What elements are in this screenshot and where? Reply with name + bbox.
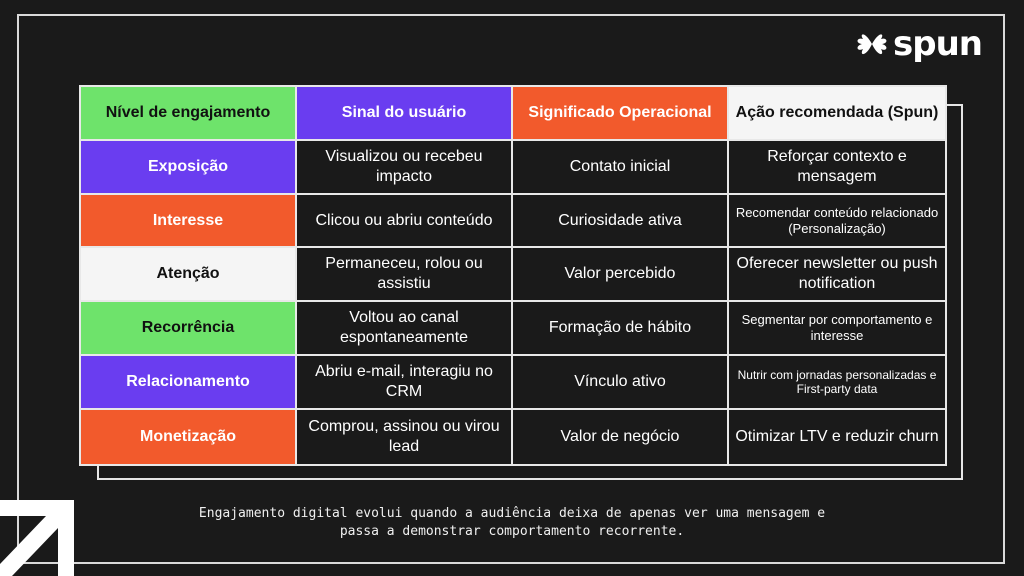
action-cell: Recomendar conteúdo relacionado (Personalização) — [728, 194, 946, 247]
table-row — [80, 355, 946, 409]
table-header-row — [80, 86, 946, 140]
table-row — [80, 247, 946, 301]
signal-cell: Permaneceu, rolou ou assistiu — [296, 247, 512, 301]
meaning-cell: Contato inicial — [512, 140, 728, 194]
level-cell: Recorrência — [80, 301, 296, 355]
signal-cell: Clicou ou abriu conteúdo — [296, 194, 512, 247]
action-cell: Reforçar contexto e mensagem — [728, 140, 946, 194]
caption-text: Engajamento digital evolui quando a audiência deixa de apenas ver uma mensagem e passa a demonstrar comportamento recorrente. — [198, 506, 826, 539]
level-cell: Exposição — [80, 140, 296, 194]
header-engagement-level: Nível de engajamento — [80, 86, 296, 140]
meaning-cell: Curiosidade ativa — [512, 194, 728, 247]
signal-cell: Abriu e-mail, interagiu no CRM — [296, 355, 512, 409]
action-cell: Nutrir com jornadas personalizadas e First-party data — [728, 355, 946, 409]
signal-cell: Voltou ao canal espontaneamente — [296, 301, 512, 355]
table-row — [80, 140, 946, 194]
table-row — [80, 194, 946, 247]
arrow-up-right-icon — [0, 500, 76, 576]
engagement-table — [79, 85, 947, 466]
action-cell: Segmentar por comportamento e interesse — [728, 301, 946, 355]
header-user-signal: Sinal do usuário — [296, 86, 512, 140]
action-cell: Otimizar LTV e reduzir churn — [728, 409, 946, 465]
meaning-cell: Valor de negócio — [512, 409, 728, 465]
logo-text: spun — [893, 24, 982, 64]
header-operational-meaning: Significado Operacional — [512, 86, 728, 140]
signal-cell: Comprou, assinou ou virou lead — [296, 409, 512, 465]
action-cell: Oferecer newsletter ou push notification — [728, 247, 946, 301]
level-cell: Monetização — [80, 409, 296, 465]
table-row — [80, 301, 946, 355]
table-row — [80, 409, 946, 465]
level-cell: Interesse — [80, 194, 296, 247]
header-recommended-action: Ação recomendada (Spun) — [728, 86, 946, 140]
spun-logo — [855, 26, 982, 62]
level-cell: Atenção — [80, 247, 296, 301]
meaning-cell: Vínculo ativo — [512, 355, 728, 409]
splash-icon — [855, 29, 889, 59]
level-cell: Relacionamento — [80, 355, 296, 409]
signal-cell: Visualizou ou recebeu impacto — [296, 140, 512, 194]
meaning-cell: Valor percebido — [512, 247, 728, 301]
meaning-cell: Formação de hábito — [512, 301, 728, 355]
